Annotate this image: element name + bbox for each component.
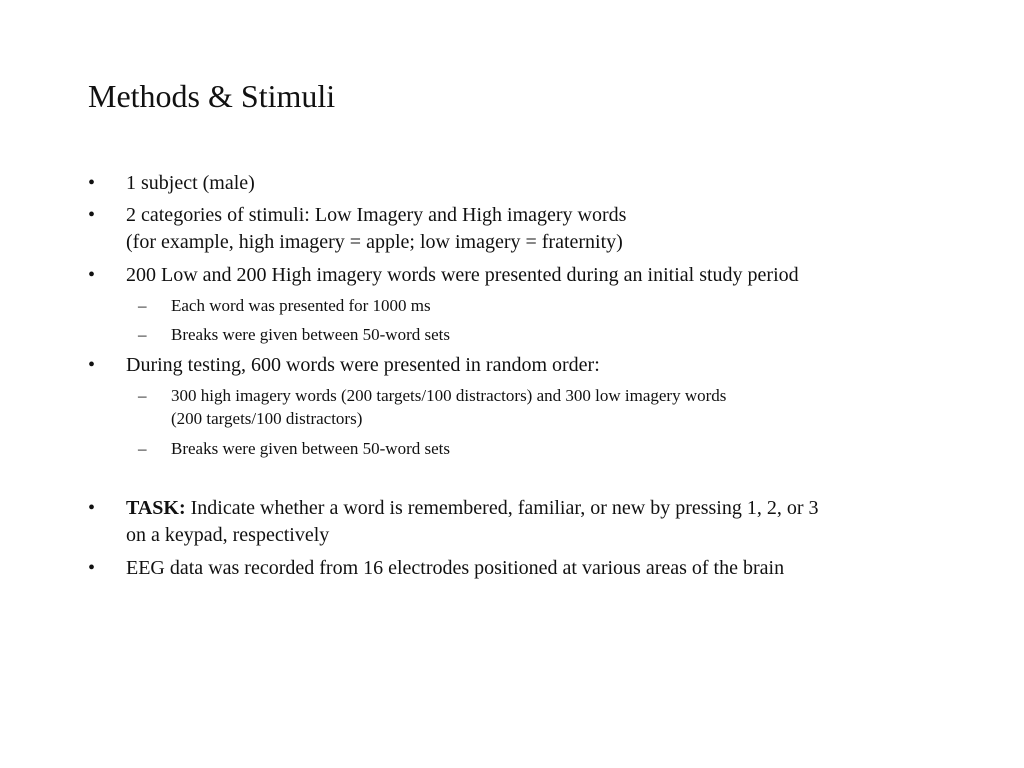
sub-bullet-text: Breaks were given between 50-word sets: [171, 439, 450, 458]
dash-marker: –: [138, 325, 147, 344]
sub-bullet-breaks: [138, 437, 898, 460]
bullet-marker: •: [88, 264, 96, 286]
bullet-text: on a keypad, respectively: [126, 524, 330, 546]
bullet-study-period: [88, 262, 948, 289]
bullet-text: 1 subject (male): [126, 172, 255, 194]
bullet-text: (for example, high imagery = apple; low imagery = fraternity): [126, 231, 623, 253]
bullet-eeg: [88, 555, 948, 582]
sub-bullet-text: 300 high imagery words (200 targets/100 distractors) and 300 low imagery words: [171, 386, 727, 405]
sub-bullet-text: Each word was presented for 1000 ms: [171, 296, 431, 315]
bullet-text: 200 Low and 200 High imagery words were presented during an initial study period: [126, 264, 799, 286]
dash-marker: –: [138, 439, 147, 458]
sub-bullet-text: (200 targets/100 distractors): [171, 409, 363, 428]
bullet-task: [88, 495, 948, 549]
dash-marker: –: [138, 386, 147, 405]
sub-bullet-breaks: [138, 323, 898, 346]
bullet-text: EEG data was recorded from 16 electrodes positioned at various areas of the brain: [126, 557, 785, 579]
bullet-text: During testing, 600 words were presented in random order:: [126, 354, 600, 376]
bullet-marker: •: [88, 497, 96, 519]
bullet-text: Indicate whether a word is remembered, familiar, or new by pressing 1, 2, or 3: [185, 497, 819, 519]
sub-bullet-word-counts: [138, 384, 898, 430]
bullet-categories: [88, 202, 948, 256]
dash-marker: –: [138, 296, 147, 315]
bullet-marker: •: [88, 204, 96, 226]
bullet-marker: •: [88, 354, 96, 376]
bullet-marker: •: [88, 557, 96, 579]
bullet-marker: •: [88, 172, 96, 194]
task-label: TASK:: [126, 497, 186, 519]
bullet-text: 2 categories of stimuli: Low Imagery and High imagery words: [126, 204, 627, 226]
slide-title: Methods & Stimuli: [88, 78, 336, 114]
bullet-testing: [88, 352, 948, 379]
sub-bullet-duration: [138, 294, 898, 317]
bullet-subject: [88, 170, 948, 197]
sub-bullet-text: Breaks were given between 50-word sets: [171, 325, 450, 344]
